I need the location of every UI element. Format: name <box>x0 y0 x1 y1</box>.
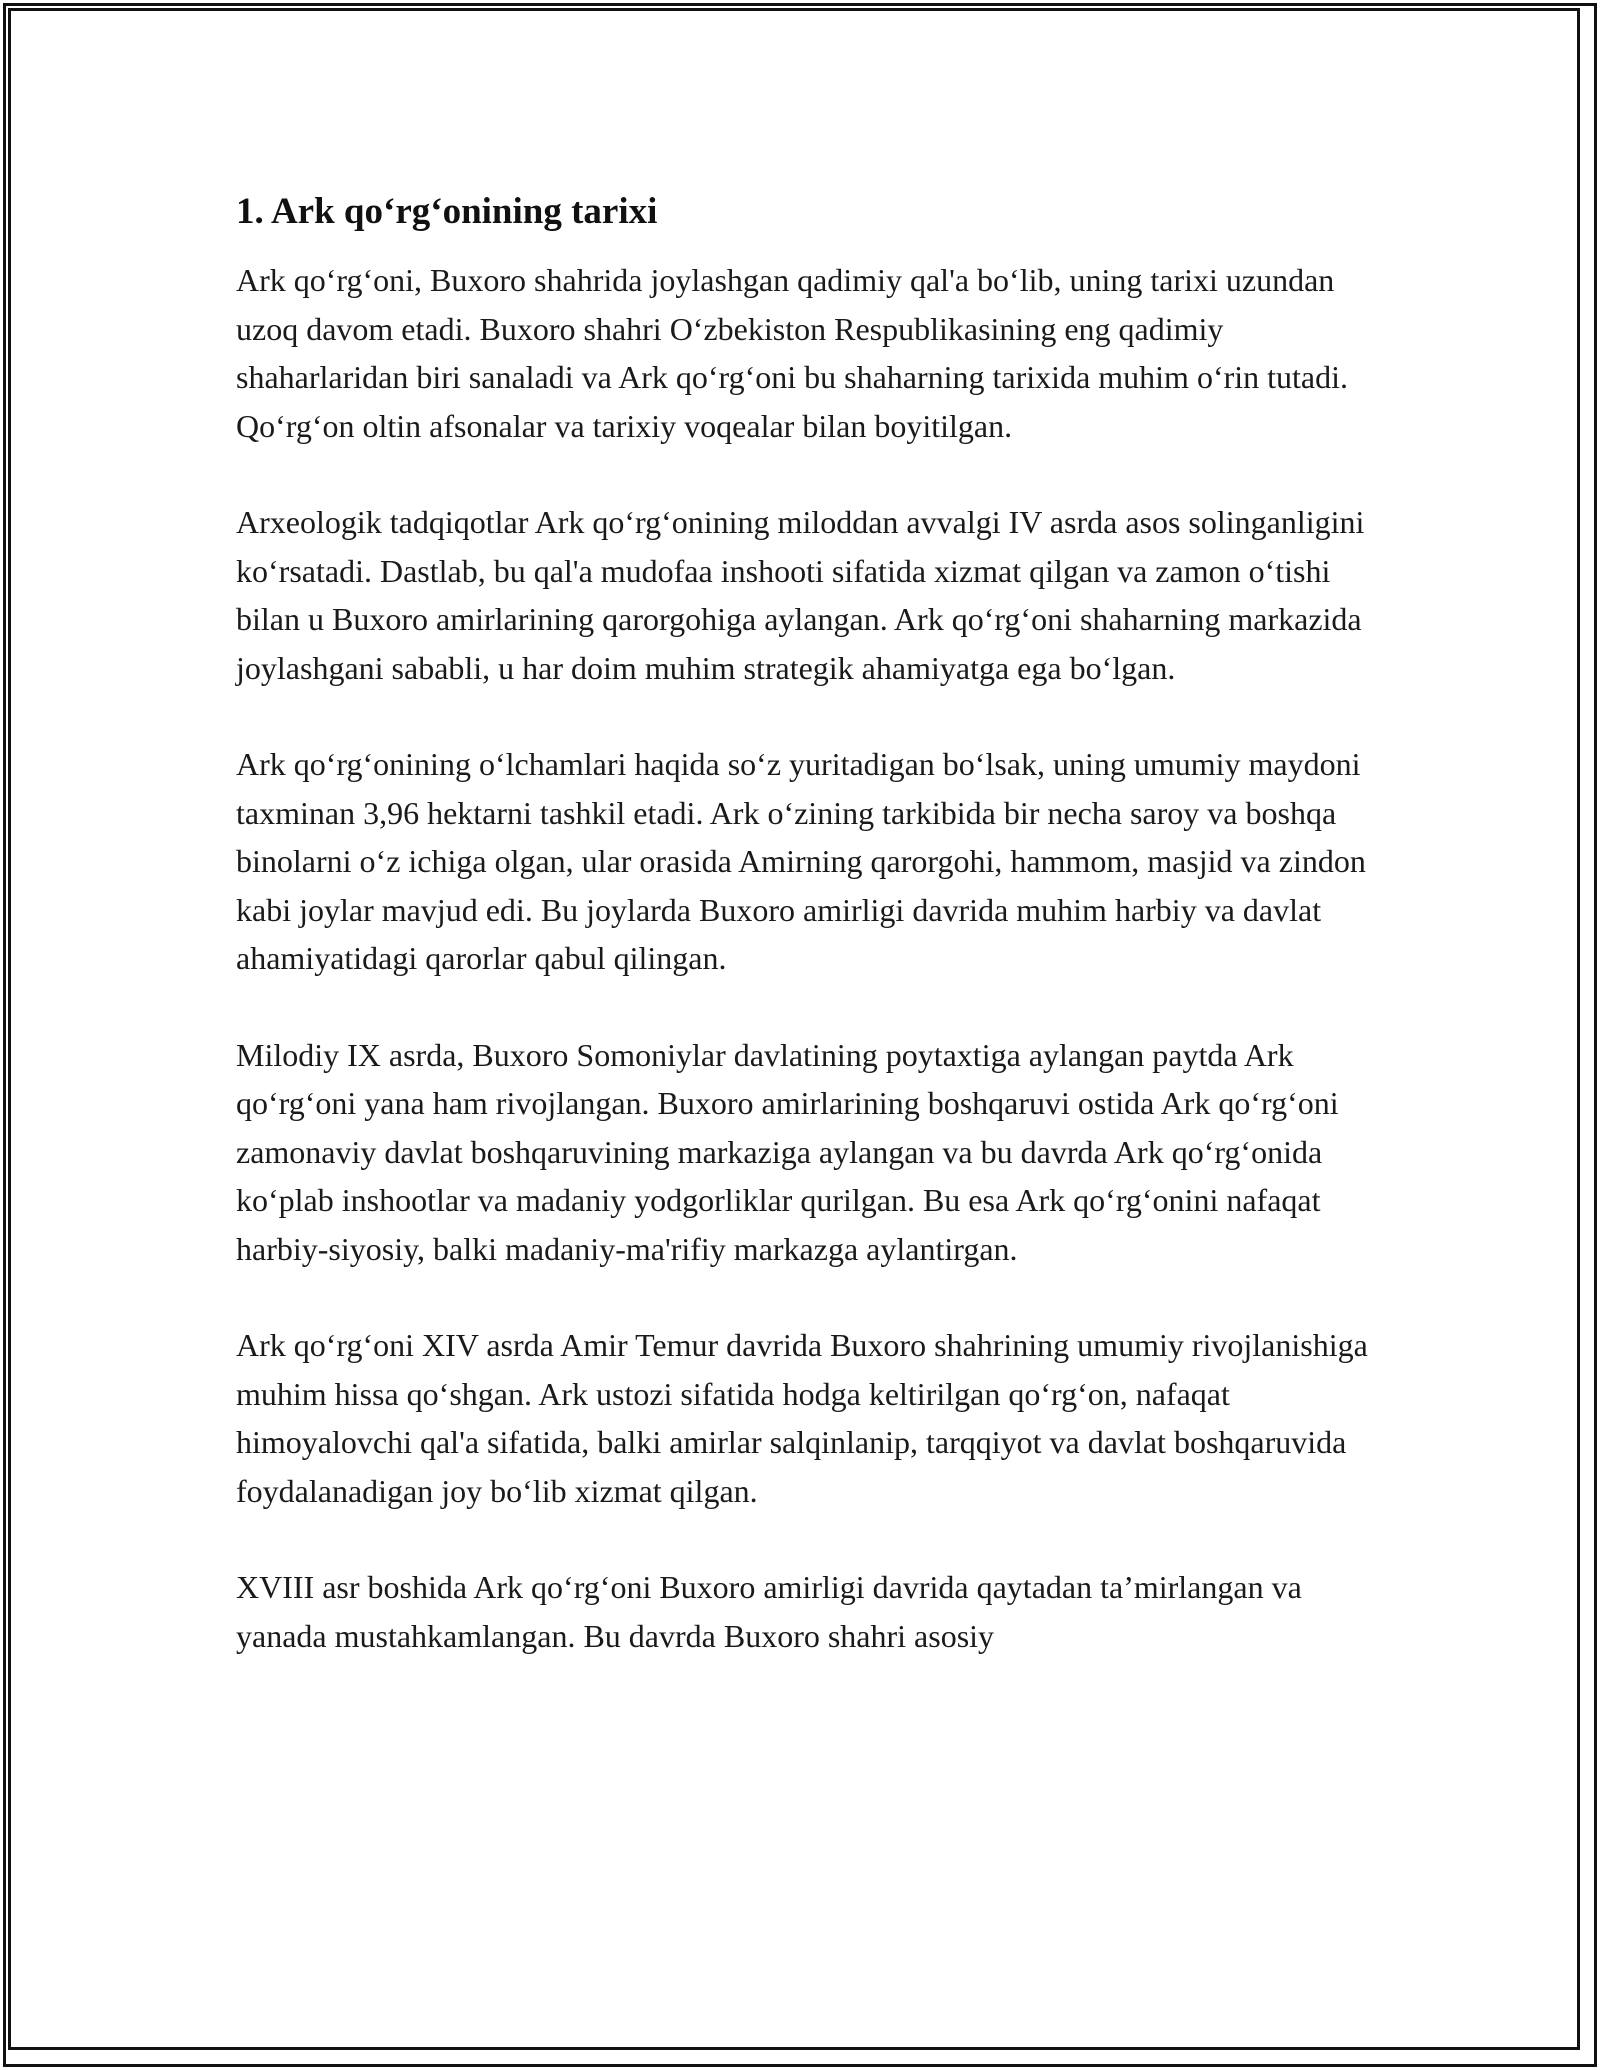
document-body <box>236 186 1376 1708</box>
paragraph-5: Ark qo‘rg‘oni XIV asrda Amir Temur davrida Buxoro shahrining umumiy rivojlanishiga muhim hissa qo‘shgan. Ark ustozi sifatida hodga keltirilgan qo‘rg‘on, nafaqat himoyalovchi qal'a sifatida, balki amirlar salqinlanip, tarqqiyot va davlat boshqaruvida foydalanadigan joy bo‘lib xizmat qilgan. <box>236 1327 1368 1509</box>
paragraph-2: Arxeologik tadqiqotlar Ark qo‘rg‘onining miloddan avvalgi IV asrda asos solinganligini ko‘rsatadi. Dastlab, bu qal'a mudofaa inshooti sifatida xizmat qilgan va zamon o‘tishi bilan u Buxoro amirlarining qarorgohiga aylangan. Ark qo‘rg‘oni shaharning markazida joylashgani sababli, u har doim muhim strategik ahamiyatga ega bo‘lgan. <box>236 504 1365 686</box>
paragraph-4: Milodiy IX asrda, Buxoro Somoniylar davlatining poytaxtiga aylangan paytda Ark qo‘rg‘oni yana ham rivojlangan. Buxoro amirlarining boshqaruvi ostida Ark qo‘rg‘oni zamonaviy davlat boshqaruvining markaziga aylangan va bu davrda Ark qo‘rg‘onida ko‘plab inshootlar va madaniy yodgorliklar qurilgan. Bu esa Ark qo‘rg‘onini nafaqat harbiy-siyosiy, balki madaniy-ma'rifiy markazga aylantirgan. <box>236 1036 1339 1267</box>
paragraph-6: XVIII asr boshida Ark qo‘rg‘oni Buxoro amirligi davrida qaytadan ta’mirlangan va yanada mustahkamlangan. Bu davrda Buxoro shahri asosiy <box>236 1569 1302 1654</box>
section-title: 1. Ark qo‘rg‘onining tarixi <box>236 191 658 232</box>
paragraph-1: Ark qo‘rg‘oni, Buxoro shahrida joylashgan qadimiy qal'a bo‘lib, uning tarixi uzundan uzoq davom etadi. Buxoro shahri O‘zbekiston Respublikasining eng qadimiy shaharlaridan biri sanaladi va Ark qo‘rg‘oni bu shaharning tarixida muhim o‘rin tutadi. Qo‘rg‘on oltin afsonalar va tarixiy voqealar bilan boyitilgan. <box>236 262 1349 444</box>
paragraph-3: Ark qo‘rg‘onining o‘lchamlari haqida so‘z yuritadigan bo‘lsak, uning umumiy maydoni taxminan 3,96 hektarni tashkil etadi. Ark o‘zining tarkibida bir necha saroy va boshqa binolarni o‘z ichiga olgan, ular orasida Amirning qarorgohi, hammom, masjid va zindon kabi joylar mavjud edi. Bu joylarda Buxoro amirligi davrida muhim harbiy va davlat ahamiyatidagi qarorlar qabul qilingan. <box>236 746 1366 976</box>
